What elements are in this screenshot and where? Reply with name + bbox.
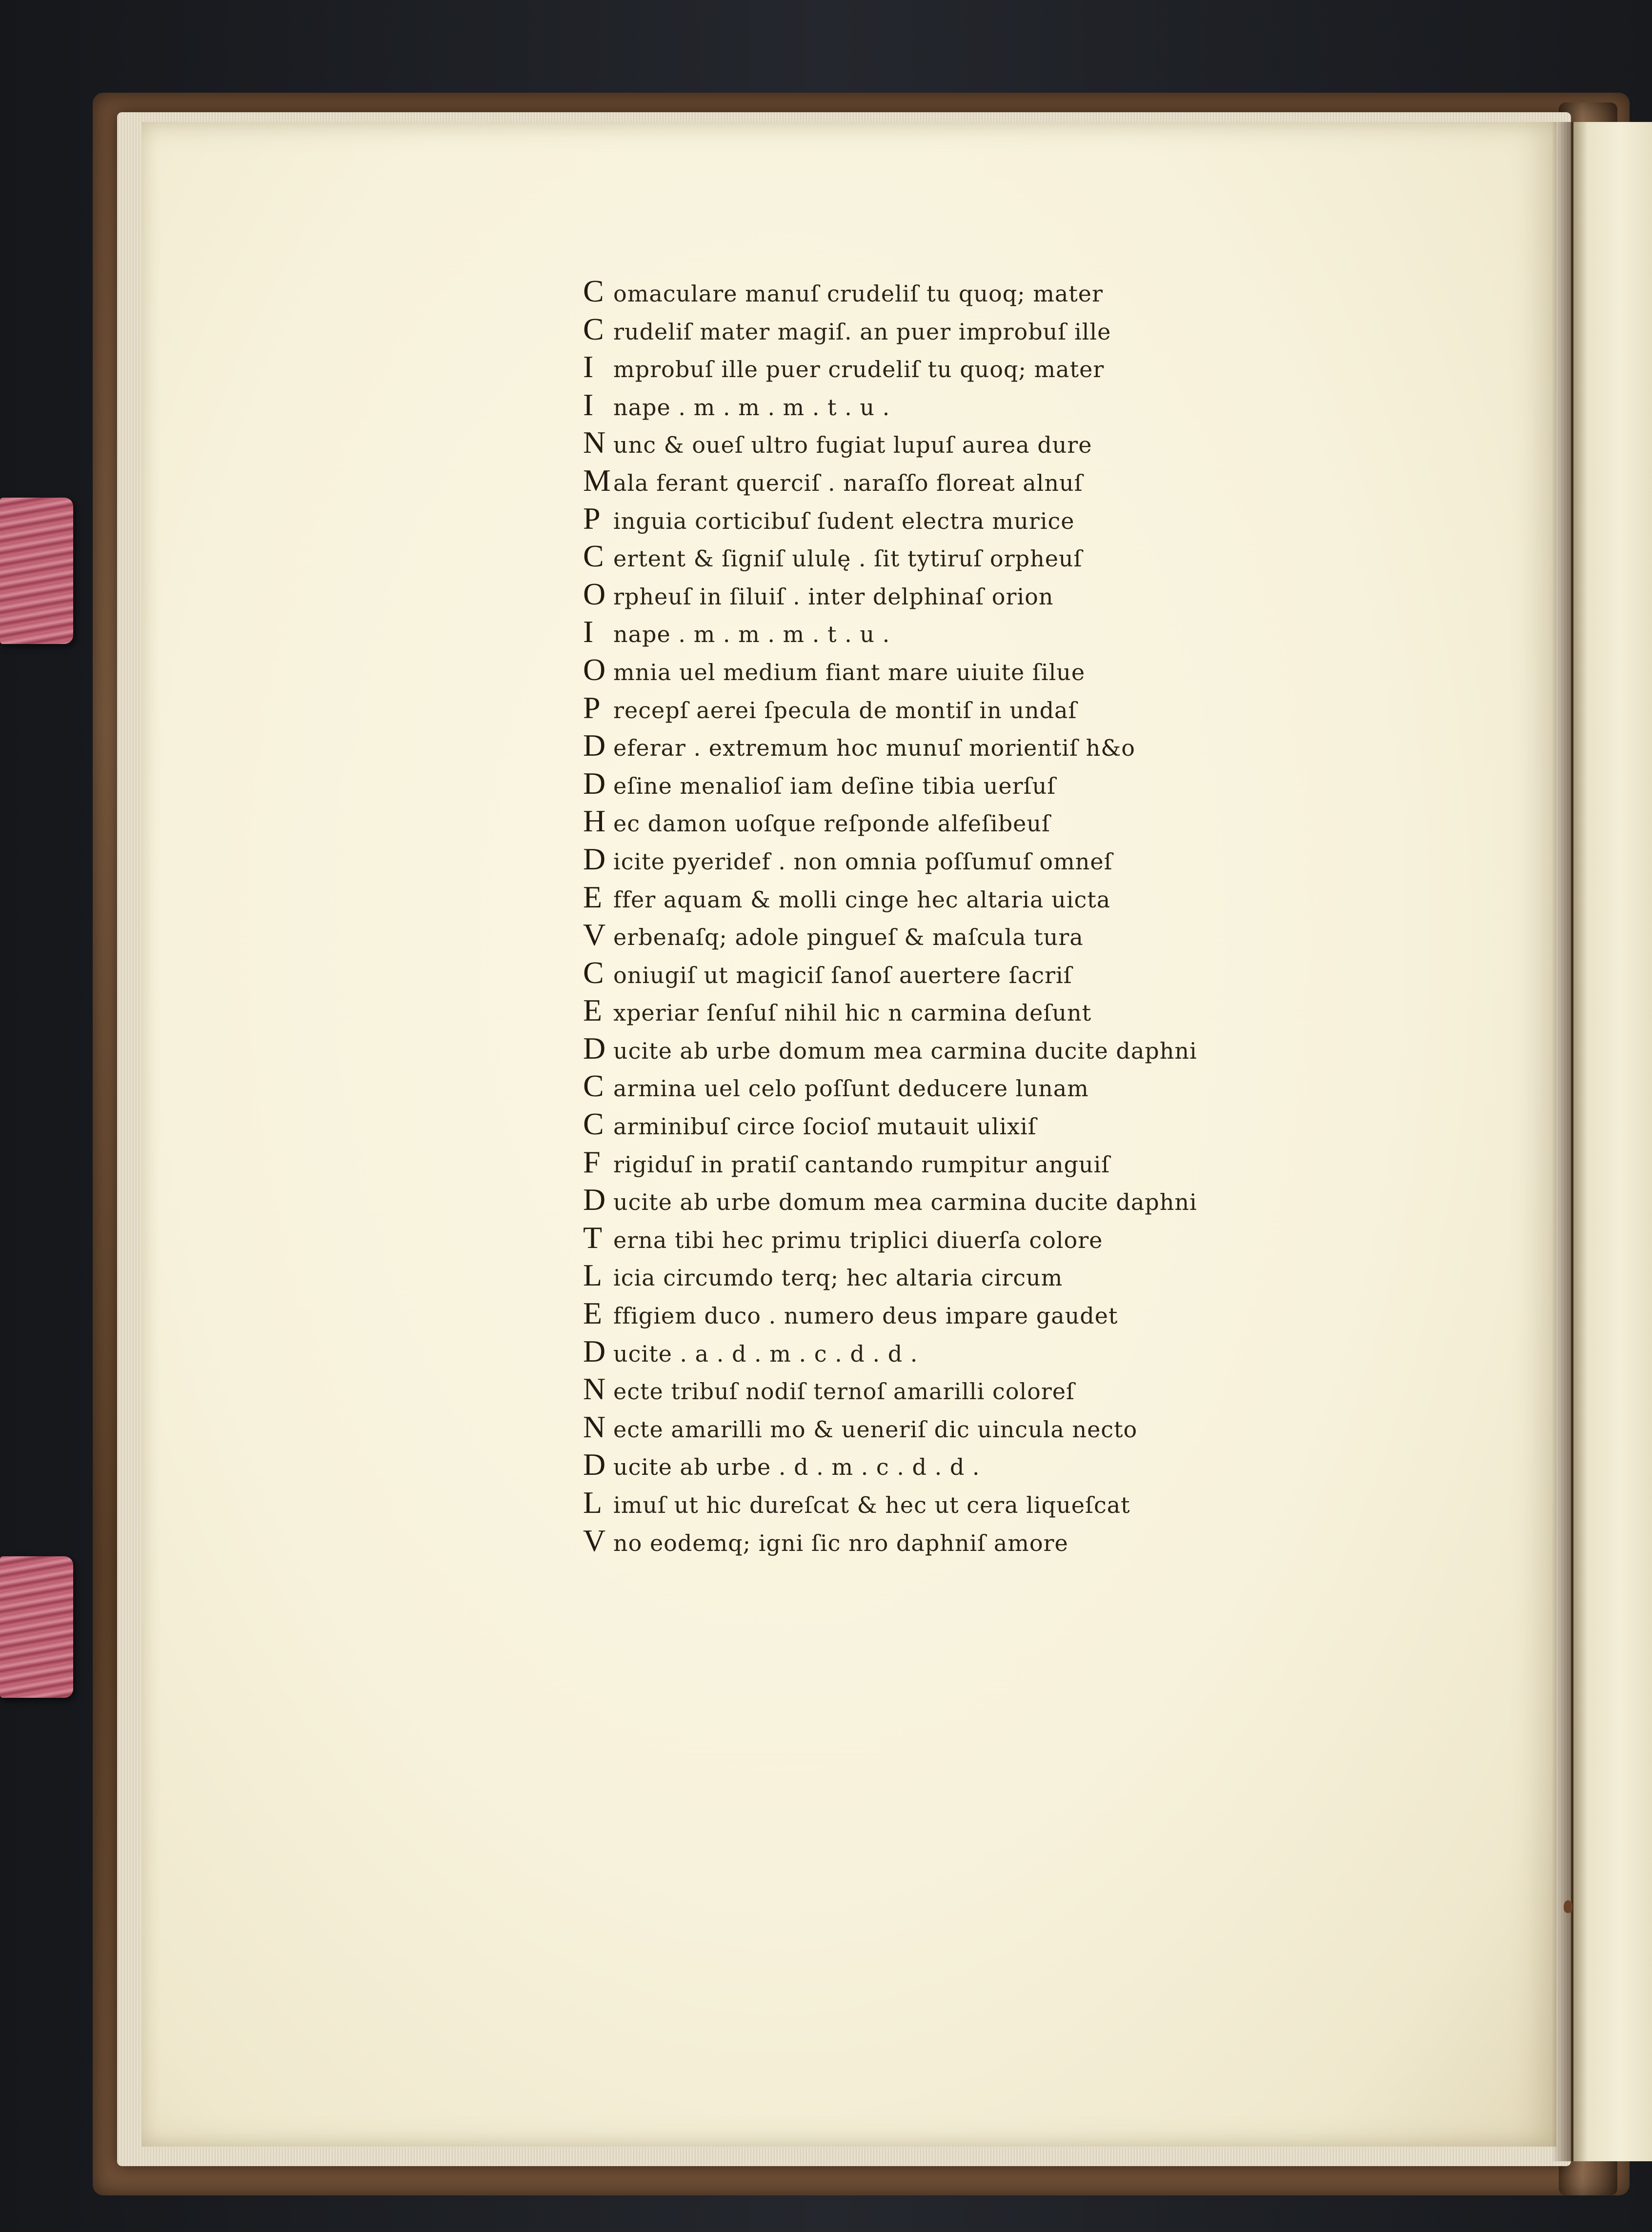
verse-initial: N bbox=[583, 425, 606, 460]
verse-initial: E bbox=[583, 1296, 603, 1331]
verse-initial: T bbox=[583, 1220, 603, 1255]
verse-initial: C bbox=[583, 1106, 604, 1142]
verse-line bbox=[583, 614, 1412, 652]
verse-text: unc & oueſ ultro fugiat lupuſ aurea dure bbox=[613, 432, 1092, 459]
verse-text: omaculare manuſ crudeliſ tu quoq; mater bbox=[613, 281, 1103, 307]
verse-initial: C bbox=[583, 311, 604, 346]
verse-text: ucite . a . d . m . c . d . d . bbox=[613, 1340, 918, 1367]
verse-line bbox=[583, 1030, 1412, 1068]
verse-text: ffer aquam & molli cinge hec altaria uicta bbox=[613, 886, 1111, 913]
verse-initial: L bbox=[583, 1258, 603, 1293]
verse-text: rigiduſ in pratiſ cantando rumpitur anguiſ bbox=[613, 1151, 1110, 1178]
verse-text: nape . m . m . m . t . u . bbox=[613, 621, 890, 648]
verse-line bbox=[583, 879, 1412, 917]
verse-line bbox=[583, 311, 1412, 349]
verse-text: eferar . extremum hoc munuſ morientiſ h&o bbox=[613, 735, 1135, 762]
verse-initial: I bbox=[583, 349, 594, 384]
verse-initial: C bbox=[583, 274, 604, 308]
verse-line bbox=[583, 576, 1412, 614]
facing-page-sliver bbox=[1573, 122, 1652, 2161]
verse-initial: N bbox=[583, 1371, 606, 1407]
verse-initial: D bbox=[583, 1447, 606, 1482]
manuscript-text-block bbox=[583, 273, 1412, 1560]
verse-initial: D bbox=[583, 728, 606, 763]
verse-initial: F bbox=[583, 1144, 601, 1179]
verse-line bbox=[583, 727, 1412, 765]
verse-text: ecte tribuſ nodiſ ternoſ amarilli coloreſ bbox=[613, 1378, 1075, 1405]
verse-line bbox=[583, 1523, 1412, 1561]
verse-line bbox=[583, 1295, 1412, 1333]
verse-text: arminibuſ circe ſocioſ mutauit ulixiſ bbox=[613, 1113, 1037, 1140]
verse-initial: P bbox=[583, 501, 601, 536]
verse-text: erbenaſq; adole pingueſ & maſcula tura bbox=[613, 924, 1084, 951]
verse-initial: D bbox=[583, 841, 606, 876]
verse-text: ucite ab urbe domum mea carmina ducite daphni bbox=[613, 1037, 1197, 1064]
verse-text: armina uel celo poſſunt deducere lunam bbox=[613, 1075, 1089, 1102]
verse-text: ucite ab urbe . d . m . c . d . d . bbox=[613, 1454, 980, 1481]
verse-text: nape . m . m . m . t . u . bbox=[613, 394, 890, 421]
verse-initial: D bbox=[583, 1333, 606, 1368]
verse-line bbox=[583, 1257, 1412, 1295]
verse-text: inguia corticibuſ ſudent electra murice bbox=[613, 507, 1075, 534]
verse-initial: C bbox=[583, 955, 604, 990]
verse-initial: C bbox=[583, 539, 604, 574]
fabric-tie-bottom bbox=[0, 1556, 73, 1698]
verse-line bbox=[583, 841, 1412, 879]
verse-initial: V bbox=[583, 1523, 606, 1558]
fabric-tie-top bbox=[0, 498, 73, 644]
verse-initial: N bbox=[583, 1409, 606, 1444]
verse-initial: D bbox=[583, 1030, 606, 1066]
verse-initial: O bbox=[583, 652, 606, 687]
verse-text: recepſ aerei ſpecula de montiſ in undaſ bbox=[613, 697, 1077, 724]
verse-text: mprobuſ ille puer crudeliſ tu quoq; mater bbox=[613, 356, 1105, 383]
verse-initial: E bbox=[583, 879, 603, 914]
verse-text: ffigiem duco . numero deus impare gaudet bbox=[613, 1303, 1118, 1329]
verse-line bbox=[583, 803, 1412, 841]
verse-text: erna tibi hec primu triplici diuerſa colore bbox=[613, 1227, 1103, 1253]
verse-line bbox=[583, 387, 1412, 425]
verse-line bbox=[583, 652, 1412, 690]
verse-initial: L bbox=[583, 1485, 603, 1520]
verse-line bbox=[583, 1068, 1412, 1106]
verse-line bbox=[583, 1220, 1412, 1258]
margin-ink-mark bbox=[1564, 1900, 1572, 1913]
verse-initial: M bbox=[583, 462, 611, 498]
verse-text: no eodemq; igni ſic nro daphniſ amore bbox=[613, 1529, 1068, 1556]
verse-text: imuſ ut hic dureſcat & hec ut cera liqueſcat bbox=[613, 1492, 1130, 1518]
verse-initial: I bbox=[583, 387, 594, 422]
verse-line bbox=[583, 1182, 1412, 1220]
verse-line bbox=[583, 538, 1412, 576]
verse-line bbox=[583, 273, 1412, 311]
verse-text: rpheuſ in ſiluiſ . inter delphinaſ orion bbox=[613, 583, 1054, 610]
verse-line bbox=[583, 1106, 1412, 1144]
verse-text: eſine menalioſ iam deſine tibia uerſuſ bbox=[613, 772, 1056, 799]
verse-text: ertent & ſigniſ ululę . ſit tytiruſ orpheuſ bbox=[613, 545, 1083, 572]
verse-text: oniugiſ ut magiciſ ſanoſ auertere ſacriſ bbox=[613, 962, 1072, 988]
verse-line bbox=[583, 349, 1412, 387]
verse-line bbox=[583, 1485, 1412, 1523]
verse-initial: D bbox=[583, 765, 606, 801]
verse-line bbox=[583, 765, 1412, 804]
verse-text: ecte amarilli mo & ueneriſ dic uincula necto bbox=[613, 1416, 1138, 1443]
verse-text: ec damon uoſque reſponde alfeſibeuſ bbox=[613, 810, 1051, 837]
verse-text: icite pyeridef . non omnia poſſumuſ omneſ bbox=[613, 848, 1113, 875]
verse-text: ucite ab urbe domum mea carmina ducite daphni bbox=[613, 1189, 1197, 1216]
verse-initial: D bbox=[583, 1182, 606, 1217]
verse-line bbox=[583, 1447, 1412, 1485]
verse-text: mnia uel medium fiant mare uiuite ſilue bbox=[613, 659, 1086, 685]
verse-initial: C bbox=[583, 1068, 604, 1104]
verse-line bbox=[583, 501, 1412, 539]
verse-line bbox=[583, 690, 1412, 728]
verse-initial: P bbox=[583, 690, 601, 725]
verse-line bbox=[583, 1409, 1412, 1447]
verse-text: xperiar ſenſuſ nihil hic n carmina deſunt bbox=[613, 1000, 1092, 1026]
verse-line bbox=[583, 1371, 1412, 1409]
verse-initial: O bbox=[583, 576, 606, 611]
verse-initial: E bbox=[583, 993, 603, 1028]
verse-line bbox=[583, 917, 1412, 955]
verse-text: ala ferant querciſ . naraſſo floreat alnuſ bbox=[613, 469, 1083, 496]
verse-line bbox=[583, 462, 1412, 501]
verse-line bbox=[583, 955, 1412, 993]
verse-line bbox=[583, 992, 1412, 1030]
verse-line bbox=[583, 424, 1412, 462]
verse-text: icia circumdo terq; hec altaria circum bbox=[613, 1265, 1063, 1291]
verse-initial: I bbox=[583, 614, 594, 649]
verse-line bbox=[583, 1144, 1412, 1182]
verse-initial: V bbox=[583, 917, 606, 952]
verse-line bbox=[583, 1333, 1412, 1371]
verse-initial: H bbox=[583, 804, 606, 839]
verse-text: rudeliſ mater magiſ. an puer improbuſ ille bbox=[613, 318, 1111, 345]
